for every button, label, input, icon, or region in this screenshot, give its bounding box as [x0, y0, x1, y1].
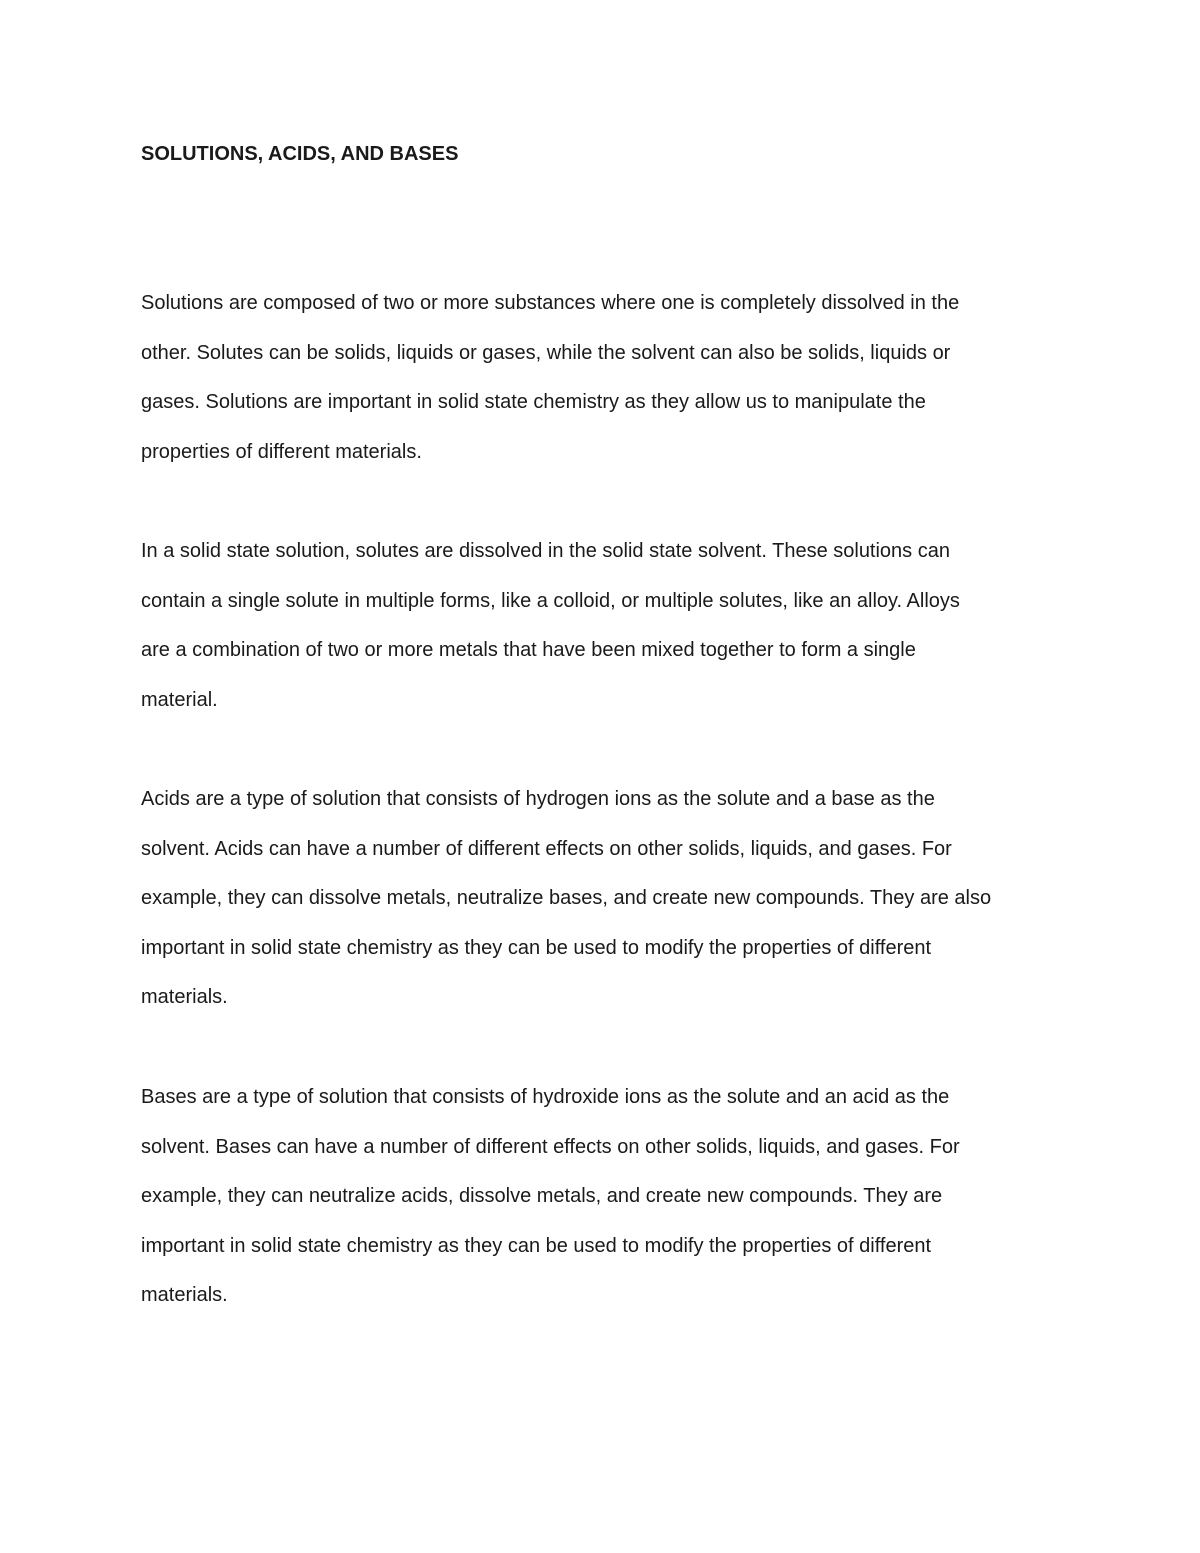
paragraph-line: other. Solutes can be solids, liquids or gases, while the solvent can also be solids, liquids or — [141, 341, 951, 364]
paragraph-line: solvent. Acids can have a number of different effects on other solids, liquids, and gases. For — [141, 837, 952, 860]
paragraph-line: important in solid state chemistry as they can be used to modify the properties of different — [141, 936, 932, 959]
paragraph-line: Acids are a type of solution that consists of hydrogen ions as the solute and a base as the — [141, 788, 935, 810]
document-title: SOLUTIONS, ACIDS, AND BASES — [141, 143, 459, 165]
paragraph-line: materials. — [141, 986, 228, 1009]
paragraph-bases — [141, 1073, 1071, 1321]
paragraph-line: Solutions are composed of two or more substances where one is completely dissolved in the — [141, 292, 960, 314]
paragraph-line: example, they can neutralize acids, dissolve metals, and create new compounds. They are — [141, 1185, 943, 1208]
paragraph-line: contain a single solute in multiple forms, like a colloid, or multiple solutes, like an alloy. Alloys — [141, 589, 960, 612]
paragraph-line: important in solid state chemistry as they can be used to modify the properties of different — [141, 1234, 932, 1257]
paragraph-line: material. — [141, 688, 218, 711]
paragraph-solid-state-solution — [141, 527, 1071, 725]
paragraph-line: gases. Solutions are important in solid state chemistry as they allow us to manipulate the — [141, 391, 926, 414]
paragraph-line: properties of different materials. — [141, 440, 422, 463]
paragraph-solutions — [141, 279, 1071, 477]
paragraph-line: In a solid state solution, solutes are dissolved in the solid state solvent. These solutions can — [141, 540, 950, 562]
paragraph-line: solvent. Bases can have a number of different effects on other solids, liquids, and gases. For — [141, 1135, 960, 1158]
paragraph-line: Bases are a type of solution that consists of hydroxide ions as the solute and an acid as the — [141, 1086, 950, 1108]
paragraph-line: example, they can dissolve metals, neutralize bases, and create new compounds. They are also — [141, 887, 992, 910]
paragraph-line: materials. — [141, 1284, 228, 1307]
paragraph-line: are a combination of two or more metals that have been mixed together to form a single — [141, 639, 916, 662]
paragraph-acids — [141, 775, 1071, 1023]
